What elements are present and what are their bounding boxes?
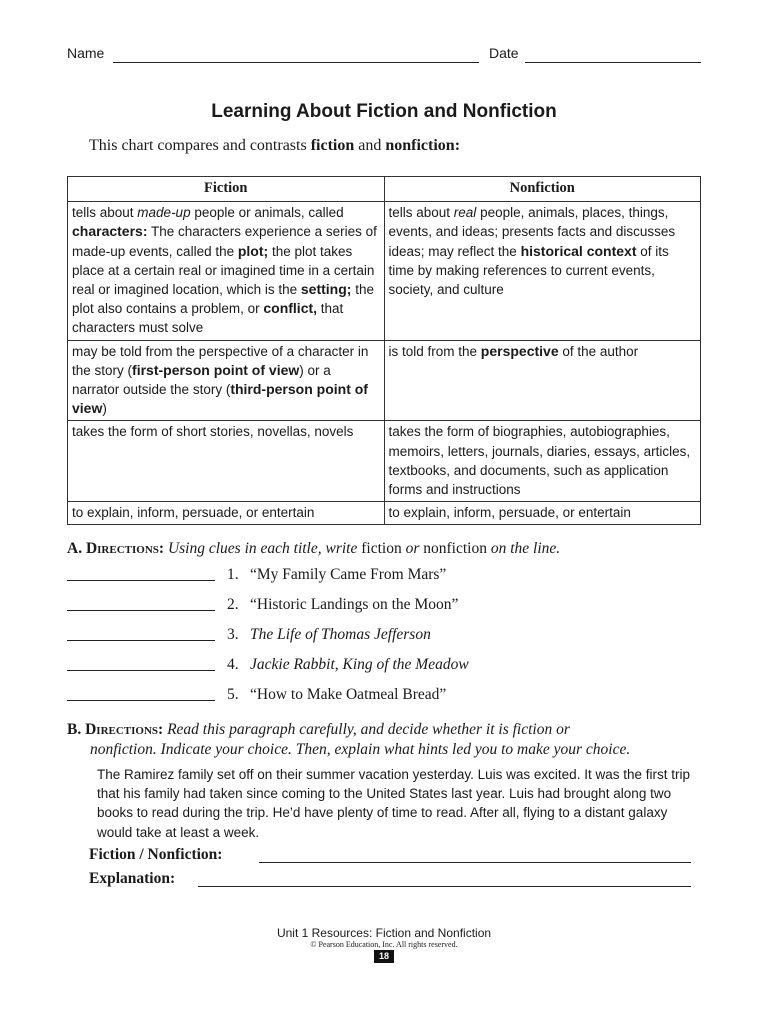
text-segment: conflict, [263,300,318,317]
text-segment: tells about [72,205,138,221]
text-segment: historical context [520,242,637,259]
text-segment: Using clues in each title, write [164,540,362,557]
answer-line[interactable] [67,670,215,671]
comparison-table [67,176,701,525]
reading-paragraph: The Ramirez family set off on their summer vacation yesterday. Luis was excited. It was the first trip that his family had taken since coming to the United States last year. Luis had brought along two books to read during the trip. He’d have plenty of time to read. After all, flying to a distant galaxy would take at least a week. [97,767,690,840]
table-row [68,202,701,340]
text-segment: that characters must solve [72,301,344,336]
page-number-badge: 18 [374,950,394,963]
text-segment: made-up [137,205,191,221]
nonfiction-cell [384,340,701,421]
answer-line[interactable] [67,640,215,641]
intro-lead: This chart compares and contrasts [89,137,311,154]
text-segment: of the author [558,343,639,359]
section-a-directions [67,540,560,558]
text-segment: the plot also contains a problem, or [72,282,374,317]
text-segment: to explain, inform, persuade, or entertain [72,505,315,521]
answer-line[interactable] [67,580,215,581]
nonfiction-cell [384,421,701,502]
section-b-line2: nonfiction. Indicate your choice. Then, explain what hints led you to make your choice. [90,741,631,758]
text-segment: tells about [388,205,454,221]
section-b-label: Directions: [85,721,164,738]
item-number: 3. [227,626,239,643]
text-segment: plot; [237,242,269,259]
text-segment: takes the form of short stories, novellas, novels [72,424,354,440]
section-a-letter: A. [67,540,83,557]
answer-line[interactable] [67,700,215,701]
text-segment: setting; [300,281,352,298]
fiction-cell [68,421,385,502]
text-segment: or [401,540,424,557]
section-a-label: Directions: [85,540,165,557]
text-segment: is told from the [388,343,481,359]
name-field-line[interactable] [113,62,479,63]
intro-nonfiction: nonfiction: [385,137,461,154]
table-row [68,340,701,421]
fiction-nonfiction-answer-line[interactable] [259,862,691,863]
text-segment: people or animals, called [190,205,344,221]
fiction-nonfiction-label: Fiction / Nonfiction: [89,846,223,863]
footer-unit: Unit 1 Resources: Fiction and Nonfiction [276,926,492,940]
text-segment: to explain, inform, persuade, or entertain [388,505,631,521]
text-segment: people, animals, places, things, events, and ideas; presents facts and discusses ideas; may reflect the [388,205,676,259]
table-header-row [68,177,701,202]
text-segment: fiction [361,540,402,557]
fiction-cell [68,502,385,525]
date-field-line[interactable] [525,62,701,63]
section-b-line1: Read this paragraph carefully, and decide whether it is fiction or [163,721,570,738]
section-b-directions [67,720,707,760]
item-title: “My Family Came From Mars” [250,566,447,583]
table-row [68,421,701,502]
text-segment: The characters experience a series of made-up events, called the [72,224,377,259]
item-number: 1. [227,566,239,583]
item-number: 2. [227,596,239,613]
page-title: Learning About Fiction and Nonfiction [211,101,557,122]
text-segment: characters: [72,223,148,240]
column-header-fiction: Fiction [68,177,385,202]
text-segment: of its time by making references to current events, society, and culture [388,243,669,298]
section-b-letter: B. [67,721,82,738]
text-segment: ) [102,401,107,417]
explanation-label: Explanation: [89,870,176,887]
footer-copyright: © Pearson Education, Inc. All rights reserved. [310,940,458,949]
text-segment: nonfiction [423,540,487,557]
nonfiction-cell [384,502,701,525]
section-a-text [164,540,560,557]
name-label: Name [67,45,105,61]
text-segment: on the line. [486,540,561,557]
intro-and: and [354,137,386,154]
text-segment: the plot takes place at a certain real or imagined time in a certain real or imagined location, which is the [72,243,375,298]
text-segment: first-person point of view [132,361,300,378]
intro-text [89,137,460,155]
column-header-nonfiction: Nonfiction [384,177,701,202]
fiction-cell [68,202,385,340]
item-number: 5. [227,686,239,703]
fiction-cell [68,340,385,421]
text-segment: real [453,205,477,221]
table-row [68,502,701,525]
explanation-answer-line[interactable] [198,886,691,887]
text-segment: may be told from the perspective of a character in the story ( [72,343,369,378]
text-segment: perspective [480,342,559,359]
intro-fiction: fiction [310,137,355,154]
answer-line[interactable] [67,610,215,611]
item-title: “Historic Landings on the Moon” [250,596,459,613]
text-segment: third-person point of view [72,381,368,417]
nonfiction-cell [384,202,701,340]
item-number: 4. [227,656,239,673]
item-title: “How to Make Oatmeal Bread” [250,686,447,703]
date-label: Date [489,45,519,61]
item-title: The Life of Thomas Jefferson [250,626,431,643]
text-segment: takes the form of biographies, autobiographies, memoirs, letters, journals, diaries, essays, articles, textbooks, and documents, such as application forms and instructions [388,424,691,498]
item-title: Jackie Rabbit, King of the Meadow [250,656,469,673]
text-segment: ) or a narrator outside the story ( [72,362,331,398]
